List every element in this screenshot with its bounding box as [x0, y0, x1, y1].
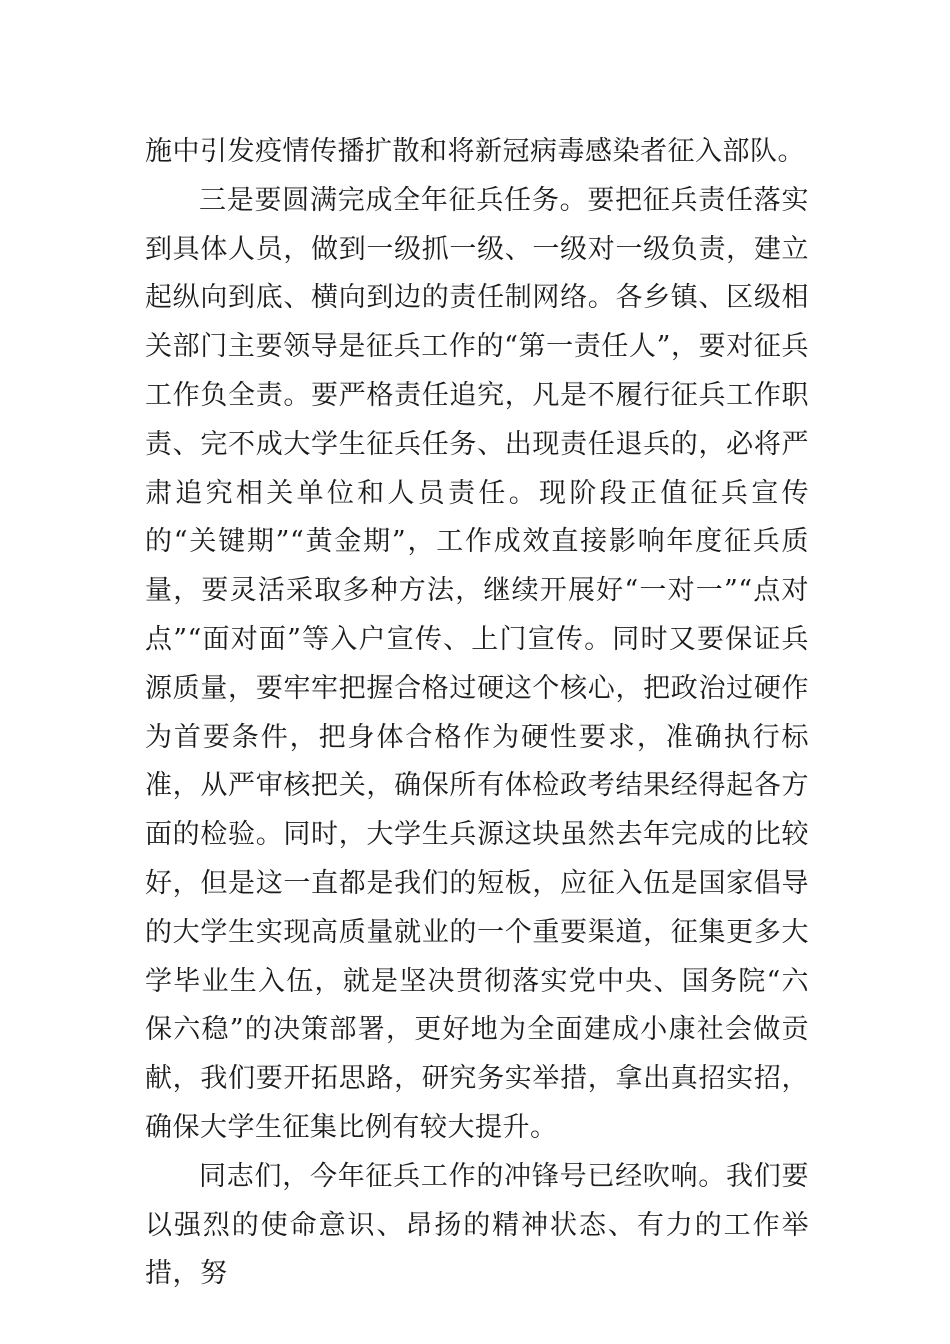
paragraph-closing: 同志们，今年征兵工作的冲锋号已经吹响。我们要以强烈的使命意识、昂扬的精神状态、有力的工作举措，努: [145, 1160, 809, 1290]
document-body: [145, 128, 809, 1299]
paragraph-continuation: 施中引发疫情传播扩散和将新冠病毒感染者征入部队。: [145, 136, 805, 167]
paragraph-recruitment-task: 三是要圆满完成全年征兵任务。要把征兵责任落实到具体人员，做到一级抓一级、一级对一级负责，建立起纵向到底、横向到边的责任制网络。各乡镇、区级相关部门主要领导是征兵工作的“第一责任人”，要对征兵工作负全责。要严格责任追究，凡是不履行征兵工作职责、完不成大学生征兵任务、出现责任退兵的，必将严肃追究相关单位和人员责任。现阶段正值征兵宣传的“关键期”“黄金期”，工作成效直接影响年度征兵质量，要灵活采取多种方法，继续开展好“一对一”“点对点”“面对面”等入户宣传、上门宣传。同时又要保证兵源质量，要牢牢把握合格过硬这个核心，把政治过硬作为首要条件，把身体合格作为硬性要求，准确执行标准，从严审核把关，确保所有体检政考结果经得起各方面的检验。同时，大学生兵源这块虽然去年完成的比较好，但是这一直都是我们的短板，应征入伍是国家倡导的大学生实现高质量就业的一个重要渠道，征集更多大学毕业生入伍，就是坚决贯彻落实党中央、国务院“六保六稳”的决策部署，更好地为全面建成小康社会做贡献，我们要开拓思路，研究务实举措，拿出真招实招，确保大学生征集比例有较大提升。: [145, 184, 809, 1143]
